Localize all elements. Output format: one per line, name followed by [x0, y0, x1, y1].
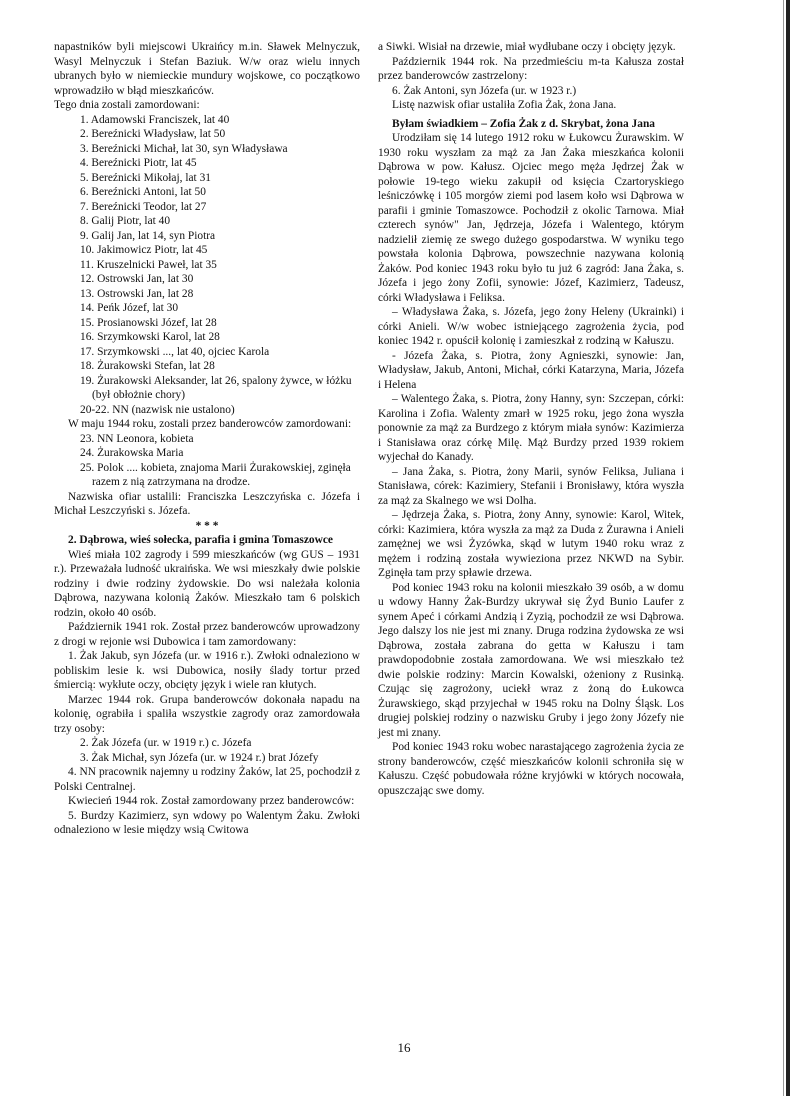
paragraph: 4. NN pracownik najemny u rodziny Żaków, lat 25, pochodził z Polski Centralnej.	[54, 766, 360, 793]
paragraph: Kwiecień 1944 rok. Został zamordowany przez banderowców:	[68, 795, 355, 807]
scan-edge	[786, 0, 790, 1096]
paragraph: - Józefa Żaka, s. Piotra, żony Agnieszki, synowie: Jan, Władysław, Jakub, Antoni, Michał, córki Katarzyna, Maria, Józefa i Helena	[378, 349, 684, 391]
paragraph: a Siwki. Wisiał na drzewie, miał wydłubane oczy i obcięty język.	[378, 41, 676, 53]
paragraph: Listę nazwisk ofiar ustaliła Zofia Żak, żona Jana.	[392, 99, 617, 111]
list-item: 24. Żurakowska Maria	[80, 447, 184, 459]
list-item: 19. Żurakowski Aleksander, lat 26, spalony żywce, w łóżku (był obłożnie chory)	[80, 374, 352, 401]
left-column	[54, 40, 360, 838]
paragraph: – Jana Żaka, s. Piotra, żony Marii, synów Feliksa, Juliana i Stanisława, córek: Kazimiery, Stefanii i Bronisławy, która wyszła za mąż za Skalnego we wsi Dolha.	[378, 465, 684, 507]
list-item: 7. Bereźnicki Teodor, lat 27	[80, 200, 207, 213]
victims-list-1	[54, 113, 360, 418]
list-item: 2. Żak Józefa (ur. w 1919 r.) c. Józefa	[80, 737, 252, 749]
list-item: 12. Ostrowski Jan, lat 30	[80, 273, 194, 285]
victims-list-2	[54, 432, 360, 490]
paragraph: Październik 1941 rok. Został przez banderowców uprowadzony z drogi w rejonie wsi Dubowica i tam zamordowany:	[54, 621, 360, 648]
list-item: 5. Bereźnicki Mikołaj, lat 31	[80, 171, 211, 184]
list-item: 11. Kruszelnicki Paweł, lat 35	[80, 258, 217, 271]
list-item: 23. NN Leonora, kobieta	[80, 432, 194, 445]
paragraph: Wieś miała 102 zagrody i 599 mieszkańców (wg GUS – 1931 r.). Przeważała ludność ukraińska. We wsi mieszkały dwie polskie rodziny i dwie rodziny żydowskie. Do wsi należała kolonia Dąbrowa, nazywana kolonią Żaków. Mieszkało tam 6 polskich rodzin, około 40 osób.	[54, 548, 360, 619]
paragraph: 5. Burdzy Kazimierz, syn wdowy po Walentym Żaku. Zwłoki odnaleziono w lesie między wsią Cwitowa	[54, 809, 360, 836]
paragraph: 1. Żak Jakub, syn Józefa (ur. w 1916 r.). Zwłoki odnaleziono w pobliskim lesie k. wsi Dubowica, nosiły ślady tortur przed śmiercią: wykłute oczy, obcięty język i wiele ran kłutych.	[54, 650, 360, 691]
list-item: 1. Adamowski Franciszek, lat 40	[80, 113, 230, 126]
list-item: 3. Bereźnicki Michał, lat 30, syn Władysława	[80, 142, 288, 155]
list-item: 9. Galij Jan, lat 14, syn Piotra	[80, 229, 216, 242]
paragraph: – Walentego Żaka, s. Piotra, żony Hanny, syn: Szczepan, córki: Karolina i Zofia. Walenty zmarł w 1925 roku, jego żona wyszła ponownie za mąż za Burdzego z którym miała synów: Kazimierza i Stanisława oraz córkę Milę. Mąż Burdzy przed 1939 rokiem wyjechał do Kanady.	[378, 393, 684, 463]
list-item: 3. Żak Michał, syn Józefa (ur. w 1924 r.) brat Józefy	[80, 751, 319, 764]
section-heading: Byłam świadkiem – Zofia Żak z d. Skrybat, żona Jana	[392, 117, 655, 130]
list-item: 13. Ostrowski Jan, lat 28	[80, 287, 194, 300]
list-item: 16. Srzymkowski Karol, lat 28	[80, 331, 220, 343]
list-item: 14. Peńk Józef, lat 30	[80, 302, 179, 314]
section-heading: 2. Dąbrowa, wieś sołecka, parafia i gmina Tomaszowce	[68, 534, 333, 546]
list-item: 8. Galij Piotr, lat 40	[80, 215, 171, 227]
paragraph: Pod koniec 1943 roku wobec narastającego zagrożenia życia ze strony banderowców, część mieszkańców kolonii schroniła się w Kałuszu. Część pobudowała różne kryjówki w których nocowała, opuszczając swe domy.	[378, 741, 684, 797]
list-item: 25. Polok .... kobieta, znajoma Marii Żurakowskiej, zginęła razem z nią zatrzymana na drodze.	[80, 461, 351, 488]
paragraph: Urodziłam się 14 lutego 1912 roku w Łukowcu Żurawskim. W 1930 roku wyszłam za mąż za Jan Żaka mieszkańca kolonii Dąbrowa w pow. Kałusz. Ojciec mego męża Jędrzej Żak w połowie 19-tego wieku zakupił od księcia Czartoryskiego leśniczówkę i 105 morgów ziemi pod lasem koło wsi Dąbrowa w parafii i gminie Tomaszowce. Pochodził z okolic Tarnowa. Miał czterech synów" Jan, Jędrzeja, Józefa i Walentego, którym nadzielił ziemię ze swego dużego gospodarstwa. W wyniku tego powstała kolonia Dąbrowa, powszechnie nazywana kolonią Żaków. Pod koniec 1943 roku było tu już 6 zagród: Jana Żaka, s. Józefa i jego żony Zofii, synowie: Józef, Kazimierz, Tadeusz, córki Władysława i Feliksa.	[378, 132, 684, 304]
paragraph: Marzec 1944 rok. Grupa banderowców dokonała napadu na kolonię, ograbiła i spaliła wszystkie zagrody oraz zamordowała trzy osoby:	[54, 693, 360, 735]
paragraph: 6. Żak Antoni, syn Józefa (ur. w 1923 r.)	[392, 84, 577, 97]
scan-edge-line	[783, 0, 784, 1096]
list-item: 10. Jakimowicz Piotr, lat 45	[80, 244, 208, 256]
right-column	[378, 40, 684, 798]
paragraph: Tego dnia zostali zamordowani:	[54, 99, 200, 111]
paragraph: W maju 1944 roku, zostali przez banderowców zamordowani:	[68, 418, 352, 430]
list-item: 20-22. NN (nazwisk nie ustalono)	[80, 403, 235, 416]
paragraph: Nazwiska ofiar ustalili: Franciszka Leszczyńska c. Józefa i Michał Leszczyński s. Józefa.	[54, 490, 360, 517]
list-item: 4. Bereźnicki Piotr, lat 45	[80, 157, 197, 169]
paragraph: napastników byli miejscowi Ukraińcy m.in. Sławek Melnyczuk, Wasyl Melnyczuk i Stefan Baziuk. W/w oraz wielu innych ubranych było w niemieckie mundury wojskowe, co początkowo wprowadziło w błąd mieszkańców.	[54, 41, 360, 97]
paragraph: Październik 1944 rok. Na przedmieściu m-ta Kałusza został przez banderowców zastrzelony:	[378, 55, 684, 82]
paragraph: Pod koniec 1943 roku na kolonii mieszkało 39 osób, a w domu u wdowy Hanny Żak-Burdzy ukrywał się Żyd Bunio Laufer z synem Apeć i córkami Andzią i Zyzią, pochodził ze wsi Dąbrowa. Jego dalszy los nie jest mi znany. Druga rodzina żydowska ze wsi Dąbrowa, została zabrana do getta w Kałuszu i tam prawdopodobnie została zamordowana. We wsi mieszkało też dwie polskie rodziny: Marcin Kowalski, ożeniony z Rusinką. Czując się zagrożony, uciekł wraz z żoną do Łukowca Żurawskiego, skąd przyjechał w 1945 roku na Dolny Śląsk. Los drugiej polskiej rodziny o nazwisku Gruby i jego żony Józefy nie jest mi znany.	[378, 581, 684, 739]
list-item: 6. Bereźnicki Antoni, lat 50	[80, 186, 206, 198]
list-item: 15. Prosianowski Józef, lat 28	[80, 316, 217, 329]
list-item: 2. Bereźnicki Władysław, lat 50	[80, 128, 226, 140]
paragraph: – Władysława Żaka, s. Józefa, jego żony Heleny (Ukrainki) i córki Anieli. W/w wobec istniejącego zagrożenia życia, pod koniec 1942 r. opuścił kolonię i zamieszkał z rodziną w Kałuszu.	[378, 306, 684, 347]
paragraph: – Jędrzeja Żaka, s. Piotra, żony Anny, synowie: Karol, Witek, córki: Kazimiera, która wyszła za mąż za Duda z Żurawna i Anieli zamężnej we wsi Żyzówka, skąd w lutym 1940 roku wraz z mężem i rodziną została wywieziona przez NKWD na Sybir. Zginęła tam przy spławie drzewa.	[378, 509, 684, 579]
list-item: 17. Srzymkowski ..., lat 40, ojciec Karola	[80, 345, 270, 358]
page-number: 16	[397, 1040, 411, 1055]
section-separator: * * *	[195, 519, 219, 532]
list-item: 18. Żurakowski Stefan, lat 28	[80, 360, 215, 372]
